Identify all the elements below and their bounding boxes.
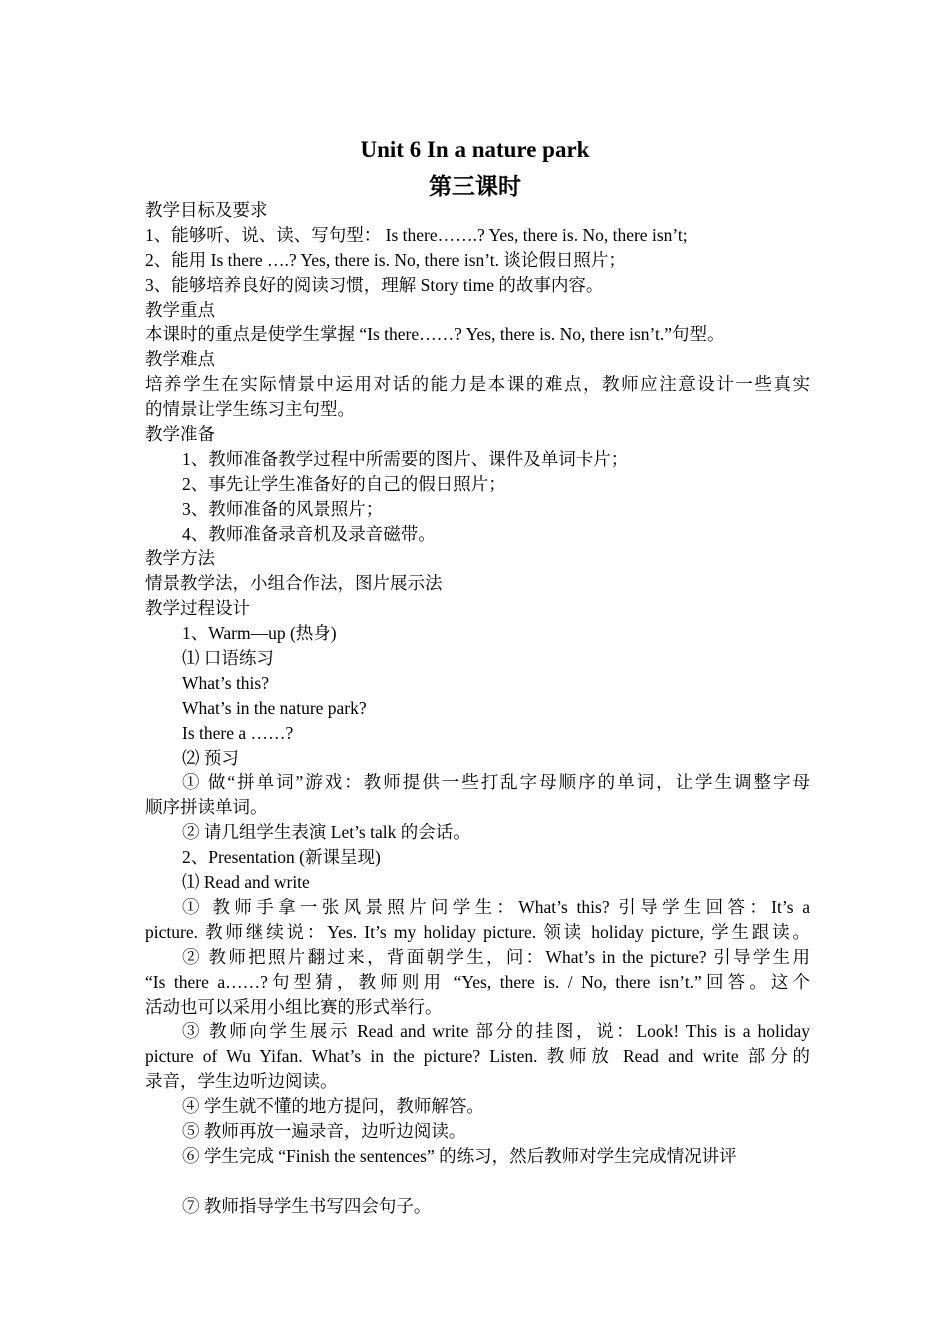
heading-methods: 教学方法 [145,548,215,569]
heading-objectives: 教学目标及要求 [145,200,268,220]
preview-item-2: ② 请几组学生表演 Let’s talk 的会话。 [182,822,471,843]
preparation-item-1: 1、教师准备教学过程中所需要的图片、课件及单词卡片； [182,448,629,469]
methods-text: 情景教学法，小组合作法，图片展示法 [145,573,443,594]
blank-line [145,1169,810,1194]
heading-process: 教学过程设计 [145,598,250,619]
preparation-item-3: 3、教师准备的风景照片； [182,498,384,519]
heading-difficulties: 教学难点 [145,349,215,370]
activity-2-line-3: 活动也可以采用小组比赛的形式举行。 [145,996,443,1017]
difficulties-text-line-1: 培养学生在实际情景中运用对话的能力是本课的难点，教师应注意设计一些真实 [145,374,810,395]
difficulties-text-line-2: 的情景让学生练习主句型。 [145,399,355,420]
sub-preview: ⑵ 预习 [182,747,239,768]
activity-3-line-2: picture of Wu Yifan. What’s in the picture? Listen. 教师放 Read and write 部分的 [145,1046,810,1067]
activity-7: ⑦ 教师指导学生书写四会句子。 [182,1195,432,1216]
activity-5: ⑤ 教师再放一遍录音，边听边阅读。 [182,1120,467,1141]
activity-1-line-1: ① 教师手拿一张风景照片问学生：What’s this? 引导学生回答：It’s a [182,896,810,917]
activity-1-line-2: picture. 教师继续说：Yes. It’s my holiday picture. 领读 holiday picture, 学生跟读。 [145,921,810,942]
activity-3-line-1: ③ 教师向学生展示 Read and write 部分的挂图，说：Look! This is a holiday [182,1021,810,1042]
question-3: Is there a ……? [182,722,294,743]
preparation-item-4: 4、教师准备录音机及录音磁带。 [182,523,436,544]
activity-6: ⑥ 学生完成 “Finish the sentences” 的练习，然后教师对学生完成情况讲评 [182,1145,737,1166]
step-presentation: 2、Presentation (新课呈现) [182,847,381,868]
sub-read-and-write: ⑴ Read and write [182,872,310,893]
objective-2: 2、能用 Is there ….? Yes, there is. No, there isn’t. 谈论假日照片； [145,249,626,270]
preview-item-1-line-2: 顺序拼读单词。 [145,797,268,818]
preparation-item-2: 2、事先让学生准备好的自己的假日照片； [182,473,506,494]
document-body [145,198,810,1219]
unit-title: Unit 6 In a nature park [360,137,590,162]
question-1: What’s this? [182,672,269,693]
key-points-text: 本课时的重点是使学生掌握 “Is there……? Yes, there is. No, there isn’t.”句型。 [145,324,725,345]
objective-3: 3、能够培养良好的阅读习惯，理解 Story time 的故事内容。 [145,274,604,295]
objective-1: 1、能够听、说、读、写句型： Is there…….? Yes, there is. No, there isn’t; [145,224,688,245]
step-warm-up: 1、Warm—up (热身) [182,623,337,644]
activity-2-line-2: “Is there a……?句型猜，教师则用 “Yes, there is. / No, there isn’t.”回答。这个 [145,971,810,992]
sub-oral-practice: ⑴ 口语练习 [182,648,274,669]
activity-2-line-1: ② 教师把照片翻过来，背面朝学生，问：What’s in the picture? 引导学生用 [182,946,810,967]
heading-key-points: 教学重点 [145,299,215,320]
heading-preparation: 教学准备 [145,424,215,445]
activity-3-line-3: 录音，学生边听边阅读。 [145,1071,338,1092]
preview-item-1-line-1: ① 做“拼单词”游戏：教师提供一些打乱字母顺序的单词，让学生调整字母 [182,772,810,793]
question-2: What’s in the nature park? [182,697,367,718]
activity-4: ④ 学生就不懂的地方提问，教师解答。 [182,1096,484,1117]
lesson-subtitle: 第三课时 [429,174,521,199]
